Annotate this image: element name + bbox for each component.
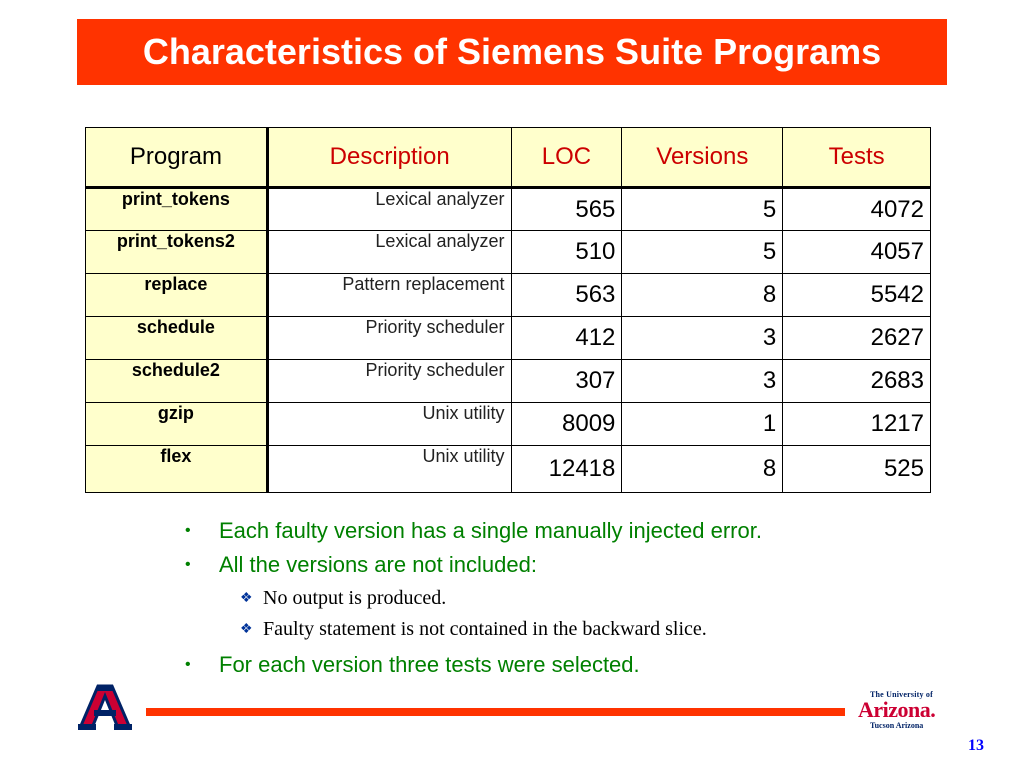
bullet-text: All the versions are not included: [219, 552, 537, 577]
cell-description: Priority scheduler [267, 317, 511, 360]
table-row [86, 403, 931, 446]
bullet-item [185, 550, 985, 584]
bullet-item [185, 650, 985, 684]
table-row [86, 360, 931, 403]
wordmark-bottom: Tucson Arizona [870, 721, 924, 730]
sub-bullet-text: Faulty statement is not contained in the backward slice. [263, 618, 707, 640]
bullet-text: Each faulty version has a single manually injected error. [219, 518, 762, 543]
diamond-bullet-icon: ❖ [240, 591, 253, 606]
cell-tests: 4057 [783, 231, 931, 274]
cell-versions: 5 [622, 188, 783, 231]
cell-tests: 2683 [783, 360, 931, 403]
cell-tests: 525 [783, 446, 931, 493]
wordmark-main: Arizona. [858, 697, 936, 722]
cell-description: Unix utility [267, 446, 511, 493]
sub-bullet-text: No output is produced. [263, 587, 447, 609]
cell-versions: 3 [622, 360, 783, 403]
cell-loc: 565 [511, 188, 622, 231]
header-tests: Tests [783, 128, 931, 188]
header-program: Program [86, 128, 268, 188]
cell-loc: 307 [511, 360, 622, 403]
table-header-row [86, 128, 931, 188]
cell-tests: 4072 [783, 188, 931, 231]
cell-loc: 563 [511, 274, 622, 317]
sub-bullet-item [185, 584, 985, 615]
table-row [86, 317, 931, 360]
cell-program: flex [86, 446, 268, 493]
page-number: 13 [968, 737, 984, 754]
cell-description: Priority scheduler [267, 360, 511, 403]
cell-tests: 2627 [783, 317, 931, 360]
cell-program: replace [86, 274, 268, 317]
university-a-logo-icon [78, 684, 132, 732]
bullet-list [185, 516, 985, 684]
cell-description: Lexical analyzer [267, 188, 511, 231]
cell-description: Unix utility [267, 403, 511, 446]
bullet-dot-icon: • [185, 522, 191, 539]
cell-versions: 8 [622, 446, 783, 493]
cell-program: schedule [86, 317, 268, 360]
cell-versions: 3 [622, 317, 783, 360]
cell-versions: 5 [622, 231, 783, 274]
cell-tests: 5542 [783, 274, 931, 317]
cell-program: schedule2 [86, 360, 268, 403]
header-versions: Versions [622, 128, 783, 188]
diamond-bullet-icon: ❖ [240, 622, 253, 637]
cell-program: gzip [86, 403, 268, 446]
cell-versions: 1 [622, 403, 783, 446]
table-row [86, 231, 931, 274]
slide-title: Characteristics of Siemens Suite Programs [77, 19, 947, 85]
header-description: Description [267, 128, 511, 188]
table-row [86, 446, 931, 493]
bullet-dot-icon: • [185, 556, 191, 573]
cell-loc: 8009 [511, 403, 622, 446]
wordmark-top: The University of [870, 690, 933, 699]
programs-table [85, 127, 931, 493]
bullet-dot-icon: • [185, 656, 191, 673]
bullet-text: For each version three tests were selected. [219, 652, 640, 677]
cell-loc: 12418 [511, 446, 622, 493]
cell-program: print_tokens2 [86, 231, 268, 274]
cell-tests: 1217 [783, 403, 931, 446]
cell-description: Pattern replacement [267, 274, 511, 317]
university-wordmark [858, 690, 958, 730]
sub-bullet-item [185, 615, 985, 646]
footer-divider [146, 708, 845, 716]
table-row [86, 188, 931, 231]
cell-versions: 8 [622, 274, 783, 317]
cell-description: Lexical analyzer [267, 231, 511, 274]
header-loc: LOC [511, 128, 622, 188]
cell-loc: 510 [511, 231, 622, 274]
table-row [86, 274, 931, 317]
cell-loc: 412 [511, 317, 622, 360]
bullet-item [185, 516, 985, 550]
cell-program: print_tokens [86, 188, 268, 231]
